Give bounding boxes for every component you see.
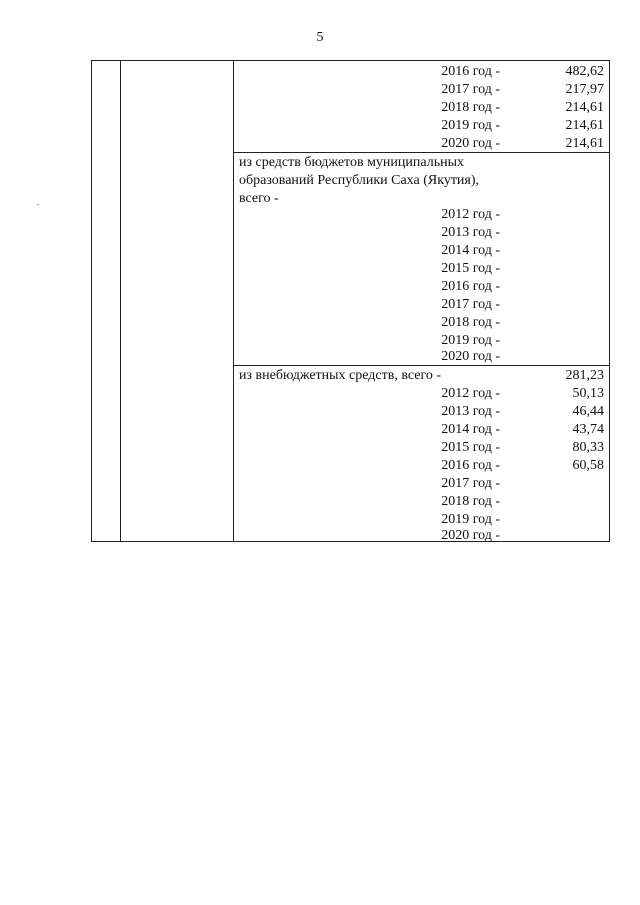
year-label: 2019 год -	[441, 333, 500, 348]
year-label: 2013 год -	[441, 404, 500, 419]
year-label: 2015 год -	[441, 440, 500, 455]
page-number: 5	[316, 30, 324, 45]
amount-value: 60,58	[572, 458, 604, 473]
year-label: 2018 год -	[441, 494, 500, 509]
section-label-line: всего -	[239, 191, 279, 206]
amount-value: 50,13	[572, 386, 604, 401]
year-label: 2014 год -	[441, 243, 500, 258]
amount-value: 214,61	[565, 136, 604, 151]
amount-value: 217,97	[565, 82, 604, 97]
year-label: 2014 год -	[441, 422, 500, 437]
amount-value: 46,44	[572, 404, 604, 419]
year-label: 2020 год -	[441, 136, 500, 151]
year-label: 2018 год -	[441, 100, 500, 115]
section-label-line: образований Республики Саха (Якутия),	[239, 173, 480, 188]
year-label: 2017 год -	[441, 297, 500, 312]
section-total-value: 281,23	[565, 368, 604, 383]
year-label: 2016 год -	[441, 458, 500, 473]
year-label: 2016 год -	[441, 279, 500, 294]
year-label: 2012 год -	[441, 207, 500, 222]
column-divider	[233, 61, 234, 541]
year-label: 2012 год -	[441, 386, 500, 401]
column-divider	[120, 61, 121, 541]
year-label: 2013 год -	[441, 225, 500, 240]
year-label: 2019 год -	[441, 512, 500, 527]
year-label: 2020 год -	[441, 528, 500, 543]
year-label: 2017 год -	[441, 82, 500, 97]
year-label: 2016 год -	[441, 64, 500, 79]
year-label: 2019 год -	[441, 118, 500, 133]
amount-value: 214,61	[565, 118, 604, 133]
amount-value: 43,74	[572, 422, 604, 437]
funding-table	[91, 60, 610, 542]
section-label: из внебюджетных средств, всего -	[239, 368, 442, 383]
section-label-line: из средств бюджетов муниципальных	[239, 155, 464, 170]
amount-value: 80,33	[572, 440, 604, 455]
amount-value: 214,61	[565, 100, 604, 115]
year-label: 2018 год -	[441, 315, 500, 330]
year-label: 2015 год -	[441, 261, 500, 276]
year-label: 2020 год -	[441, 349, 500, 364]
year-label: 2017 год -	[441, 476, 500, 491]
amount-value: 482,62	[565, 64, 604, 79]
scan-speck	[37, 204, 39, 205]
